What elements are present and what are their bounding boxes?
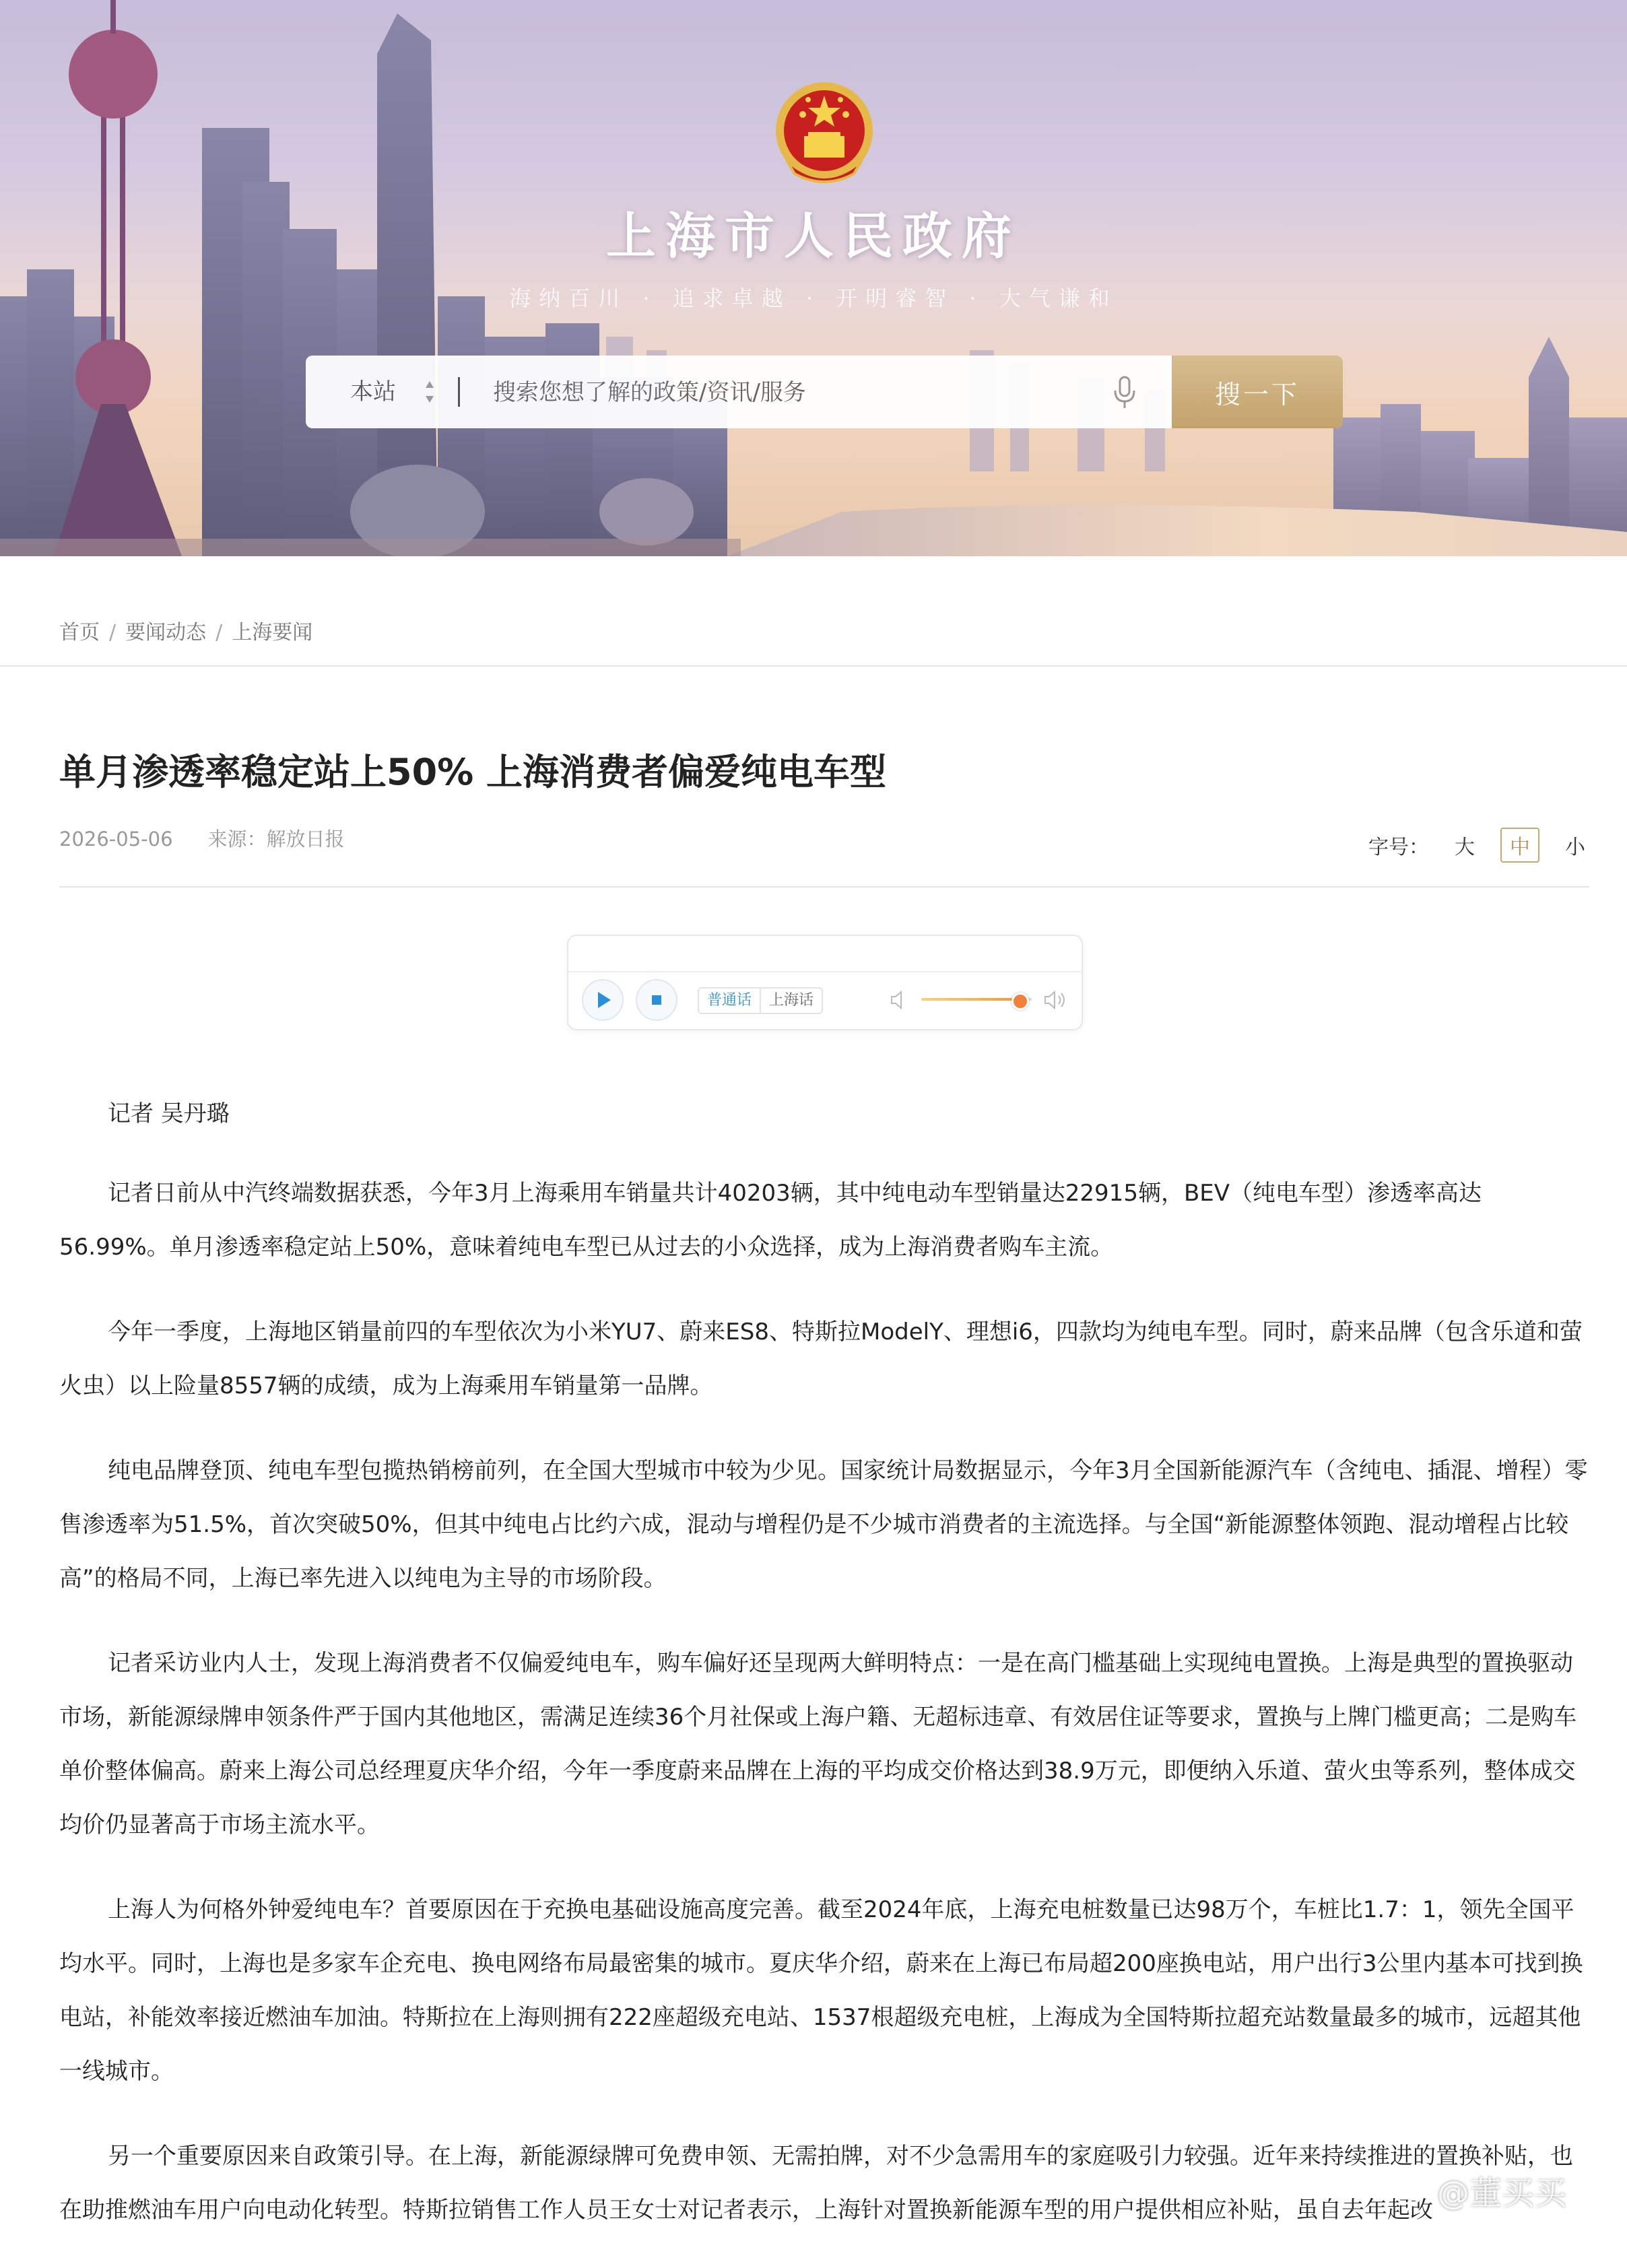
search-input[interactable] [492,369,1168,416]
volume-high-icon[interactable] [1044,989,1068,1011]
microphone-icon[interactable] [1111,376,1138,409]
font-size-label: 字号： [1368,836,1429,859]
dialect-switch [698,987,823,1014]
stop-button[interactable] [636,979,677,1021]
publish-date: 2026-05-06 [59,828,173,850]
article-title: 单月渗透率稳定站上50% 上海消费者偏爱纯电车型 [59,751,887,793]
search-divider [458,377,460,407]
breadcrumb-shanghai-news[interactable]: 上海要闻 [232,621,313,644]
stop-icon [637,980,676,1020]
article-paragraph: 纯电品牌登顶、纯电车型包揽热销榜前列，在全国大型城市中较为少见。国家统计局数据显示，今年3月全国新能源汽车（含纯电、插混、增程）零售渗透率为51.5%，首次突破50%，但其中纯电占比约六成，混动与增程仍是不少城市消费者的主流选择。与全国“新能源整体领跑、混动增程占比较高”的格局不同，上海已率先进入以纯电为主导的市场阶段。 [59,1457,1588,1592]
article-paragraph: 上海人为何格外钟爱纯电车？首要原因在于充换电基础设施高度完善。截至2024年底，上海充电桩数量已达98万个，车桩比1.7：1，领先全国平均水平。同时，上海也是多家车企充电、换电网络布局最密集的城市。夏庆华介绍，蔚来在上海已布局超200座换电站，用户出行3公里内基本可找到换电站，补能效率接近燃油车加油。特斯拉在上海则拥有222座超级充电站、1537根超级充电桩，上海成为全国特斯拉超充站数量最多的城市，远超其他一线城市。 [59,1896,1583,2085]
font-size-small[interactable]: 小 [1565,836,1585,859]
article-meta [59,824,345,852]
breadcrumb-home[interactable]: 首页 [59,621,100,644]
audio-player [567,935,1083,1030]
font-size-switcher [1368,828,1593,862]
article-source: 来源：解放日报 [207,828,345,850]
updown-arrow-icon[interactable] [424,377,435,407]
national-emblem-icon [773,79,875,187]
breadcrumb-news[interactable]: 要闻动态 [125,621,207,644]
site-motto: 海纳百川 · 追求卓越 · 开明睿智 · 大气谦和 [509,286,1118,311]
search-bar [306,356,1343,428]
watermark-text: @董买买 [1437,2174,1567,2212]
search-button[interactable]: 搜一下 [1172,356,1343,428]
weibo-icon [1393,2176,1430,2205]
article-paragraph: 另一个重要原因来自政策引导。在上海，新能源绿牌可免费申领、无需拍牌，对不少急需用车的家庭吸引力较强。近年来持续推进的置换补贴，也在助推燃油车用户向电动化转型。特斯拉销售工作人员王女士对记者表示，上海针对置换新能源车型的用户提供相应补贴，虽自去年起改 [59,2143,1573,2224]
dialect-mandarin[interactable]: 普通话 [699,989,761,1013]
volume-handle[interactable] [1011,993,1029,1010]
header-banner [0,0,1627,556]
article-paragraph: 记者采访业内人士，发现上海消费者不仅偏爱纯电车，购车偏好还呈现两大鲜明特点：一是在高门槛基础上实现纯电置换。上海是典型的置换驱动市场，新能源绿牌申领条件严于国内其他地区，需满足连续36个月社保或上海户籍、无超标违章、有效居住证等要求，置换与上牌门槛更高；二是购车单价整体偏高。蔚来上海公司总经理夏庆华介绍，今年一季度蔚来品牌在上海的平均成交价格达到38.9万元，即便纳入乐道、萤火虫等系列，整体成交均价仍显著高于市场主流水平。 [59,1650,1577,1838]
article-paragraph: 记者日前从中汽终端数据获悉，今年3月上海乘用车销量共计40203辆，其中纯电动车型销量达22915辆，BEV（纯电车型）渗透率高达56.99%。单月渗透率稳定站上50%，意味着纯电车型已从过去的小众选择，成为上海消费者购车主流。 [59,1180,1482,1261]
volume-low-icon[interactable] [890,990,908,1010]
volume-slider[interactable] [921,998,1032,1001]
breadcrumb-separator: / [109,621,117,644]
volume-fill [921,998,1018,1001]
divider [59,886,1589,888]
dialect-shanghainese[interactable]: 上海话 [769,992,814,1009]
watermark [1393,2167,1566,2213]
play-button[interactable] [582,979,624,1021]
search-scope-select[interactable]: 本站 [350,378,396,405]
play-icon [583,980,622,1020]
breadcrumb [59,615,312,645]
font-size-large[interactable]: 大 [1455,836,1475,859]
font-size-medium[interactable]: 中 [1500,828,1539,863]
player-header-divider [568,971,1082,972]
breadcrumb-separator: / [215,621,223,644]
article-body [59,1087,1589,2268]
article-author: 记者 吴丹璐 [108,1100,230,1127]
article-paragraph: 今年一季度，上海地区销量前四的车型依次为小米YU7、蔚来ES8、特斯拉ModelY、理想i6，四款均为纯电车型。同时，蔚来品牌（包含乐道和萤火虫）以上险量8557辆的成绩，成为上海乘用车销量第一品牌。 [59,1319,1583,1399]
divider [0,665,1627,667]
site-title: 上海市人民政府 [606,207,1021,265]
